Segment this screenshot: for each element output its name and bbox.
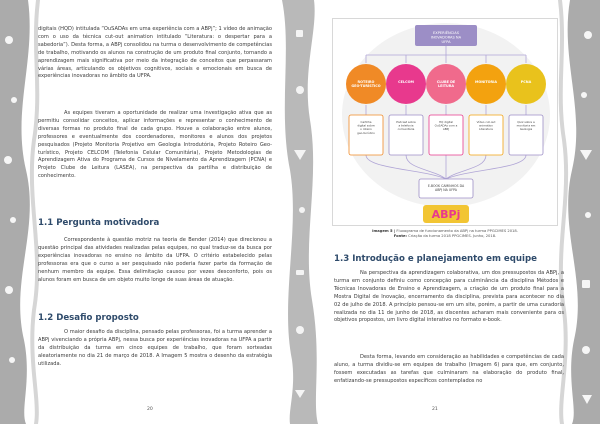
caption-label: Imagem 5 | [372,229,396,233]
caption-text: Fluxograma de funcionamento da ABPj na turma PPGCIMES 2018. [395,229,518,233]
product-card-label: Podcast sobre a telefonia comunitária [396,120,416,132]
project-circle [506,64,546,104]
intro-paragraph: digitais (HQD) intitulada “OuSADAs em uma experiência com a ABPj”; 1 vídeo de animação com o uso da técnica cut-out animation intitulado “Literatura: o despertar para a sabedoria”). Desta forma, a ABPj consolidou na turma o desenvolvimento de competências de trabalho, motivando os alunos na construção de um produto final conjunto, tornando a aprendizagem mais significativa por meio da integração de conceitos que perpassaram várias áreas, articulando os objetivos cognitivos, sociais e emocionais em busca de experiências inovadoras no âmbito da UFPA. [38,26,272,80]
project-circle-label: CLUBE DE LEITURA [436,80,456,89]
caption-source-text: Criação da turma 2018 PPGCIMES. Junho, 2018. [407,234,497,239]
project-circle-label: MONITORIA [474,80,498,84]
project-circles [346,64,546,104]
planning-paragraph-1: Na perspectiva da aprendizagem colaborativa, um dos pressupostos da ABPj, a turma em conjunto definiu como concepção para culminância da disciplina Métodos e Técnicas Inovadoras de Ensino e Aprendizagem, a criação de um produto final para a Mostra Digital de Inovação, encerramento da disciplina, prevista para acontecer no dia 02 de julho de 2018. A princípio pensou-se em um site, porém, a partir de uma curadoria realizada no dia 11 de junho de 2018, as discentes acharam mais conveniente para os objetivos propostos, um livro digital interativo no formato e-book. [334,270,564,324]
top-box-label: EXPERIÊNCIAS INOVADORAS NA UFPA [430,31,462,44]
figure-caption [332,229,558,240]
page-number-right: 21 [432,407,438,412]
project-circle [386,64,426,104]
heading-pergunta-motivadora: 1.1 Pergunta motivadora [38,218,160,228]
desafio-paragraph: O maior desafio da disciplina, pensado pelas professoras, foi a turma aprender a ABPj vivenciando a própria ABPj, nessa busca por experiências inovadoras na UFPA a partir da distribuição da turma em cinco equipes de trabalho, que foram sorteadas aleatoriamente no dia 21 de março de 2018. A Imagem 5 mostra o desenho da estratégia utilizada. [38,329,272,367]
project-circle-label: PCNA [520,80,532,84]
product-card-label: HQ digital OuSADAs com a ABPj [434,120,458,132]
abpj-logo-text: ABPj [431,208,461,221]
caption-line-2 [332,234,558,239]
product-cards [349,115,543,155]
planning-paragraph-2: Desta forma, levando em consideração as habilidades e competências de cada aluno, a turma dividiu-se em equipes de trabalho (Imagem 6) para que, em conjunto, fossem executadas as tarefas que culminaram na elaboração do produto final, enfatizando-se pressupostos específicos contemplados no [334,354,564,384]
product-card-label: Vídeo cut-out animation Literatura [476,120,496,132]
heading-desafio-proposto: 1.2 Desafio proposto [38,313,139,323]
heading-introducao-planejamento: 1.3 Introdução e planejamento em equipe [334,254,537,264]
right-page [320,0,570,424]
left-page [30,0,280,424]
gutter-pattern-icon [278,0,322,424]
product-card-label: Quiz sobre a monitoria em Geologia [516,120,536,132]
collaboration-paragraph: As equipes tiveram a oportunidade de realizar uma investigação ativa que as permitiu consolidar conceitos, aplicar informações e representar o conhecimento de diversas formas no produto final de cada grupo. Houve a colaboração entre alunos, professores e eventualmente dos coordenadores, monitores e alunos dos projetos pesquisados (Projeto Monitoria Projetivo em Geologia Introdutória, Projeto Roteiro Geo-turístico, Projeto CELCOM (Telefonia Celular Comunitária), Projeto Metodologias de Aprendizagem Ativa do Programa de Cursos de Nivelamento da Aprendizagem (PCNA) e Projeto Clube de Leitura (LASEA), na perspectiva da partilha e distribuição de conhecimento. [38,110,272,180]
product-card-label: Cartilha digital sobre o roteiro geo-turístico [357,120,375,135]
decorative-band-center [278,0,322,424]
project-circle [466,64,506,104]
page-number-left: 20 [147,407,153,412]
caption-source-label: Fonte: [393,234,407,239]
bottom-box-label: E-BOOK CAMINHOS DA ABPJ NA UFPA [427,184,465,192]
flowchart-diagram [333,19,559,227]
project-circle-label: ROTEIRO GEO-TURÍSTICO [351,80,381,89]
project-circle-label: CELCOM [398,80,414,84]
abpj-flowchart-figure [332,18,558,226]
motivadora-paragraph: Correspondente à questão motriz na teoria de Bender (2014) que direcionou a questão principal das atividades realizadas pelas equipes, no qual traduz-se da busca por experiências inovadoras no ensino no âmbito da UFPA. O critério estabelecido pelas professoras era que o curso a ser pesquisado não poderia fazer parte da formação de nenhum membro da equipe. Essa delimitação causou por vezes desconforto, pois os alunos foram em busca de um objeto muito longe de suas áreas de atuação. [38,237,272,283]
